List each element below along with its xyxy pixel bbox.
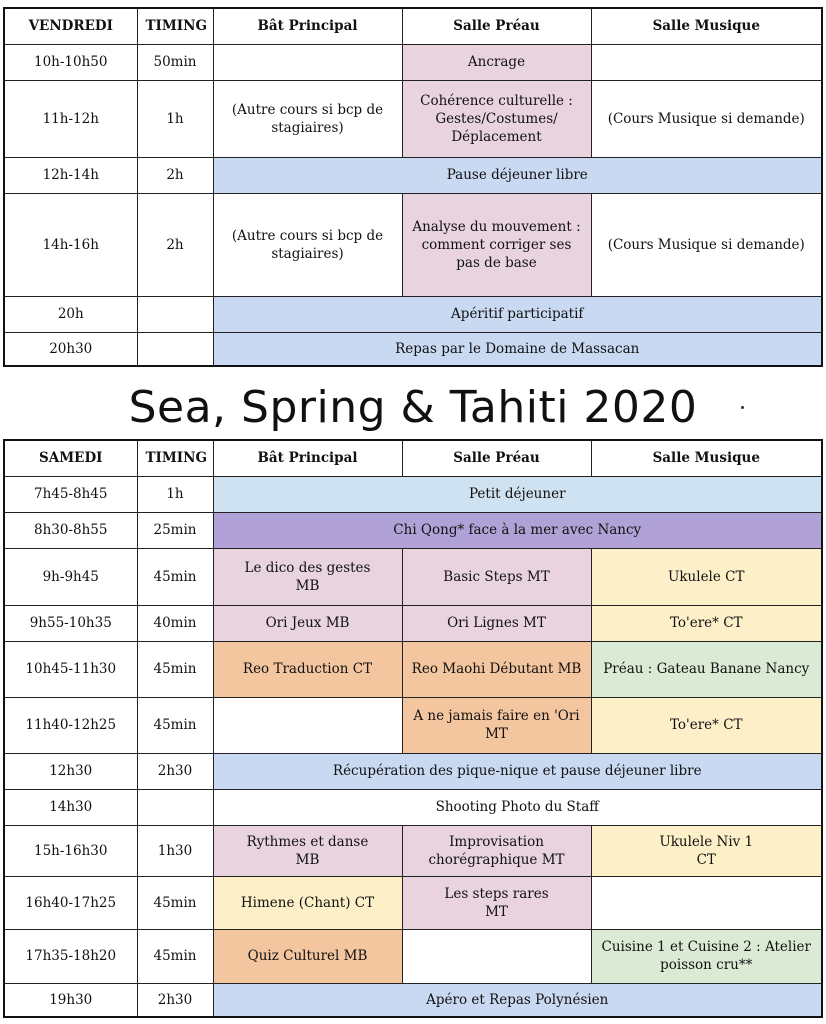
table-row — [4, 929, 822, 983]
table-row — [4, 789, 822, 825]
activity-cell: (Autre cours si bcp de stagiaires) — [213, 193, 402, 296]
saturday-schedule-table — [3, 439, 823, 1018]
activity-cell — [591, 44, 822, 80]
timing-cell — [137, 789, 213, 825]
time-cell: 14h30 — [4, 789, 137, 825]
activity-cell: To'ere* CT — [591, 605, 822, 641]
timing-cell: 2h30 — [137, 753, 213, 789]
activity-cell: Himene (Chant) CT — [213, 876, 402, 929]
table-row — [4, 697, 822, 753]
time-cell: 20h30 — [4, 332, 137, 366]
activity-cell: Ukulele Niv 1 CT — [591, 825, 822, 876]
time-cell: 20h — [4, 296, 137, 332]
time-cell: 11h40-12h25 — [4, 697, 137, 753]
friday-schedule-table — [3, 7, 823, 367]
time-cell: 14h-16h — [4, 193, 137, 296]
activity-cell: (Autre cours si bcp de stagiaires) — [213, 80, 402, 157]
activity-cell — [402, 929, 591, 983]
day-header: VENDREDI — [4, 8, 137, 44]
table-row — [4, 296, 822, 332]
time-cell: 9h55-10h35 — [4, 605, 137, 641]
activity-cell: Cuisine 1 et Cuisine 2 : Atelier poisson cru** — [591, 929, 822, 983]
stray-dot — [741, 406, 744, 409]
room-header-salle-musique: Salle Musique — [591, 8, 822, 44]
table-row — [4, 332, 822, 366]
room-header-bat-principal: Bât Principal — [213, 440, 402, 476]
activity-cell: Improvisation chorégraphique MT — [402, 825, 591, 876]
room-header-salle-preau: Salle Préau — [402, 440, 591, 476]
activity-cell: Ori Lignes MT — [402, 605, 591, 641]
timing-cell: 1h30 — [137, 825, 213, 876]
activity-cell: A ne jamais faire en 'Ori MT — [402, 697, 591, 753]
time-cell: 10h-10h50 — [4, 44, 137, 80]
activity-cell: Reo Traduction CT — [213, 641, 402, 697]
time-cell: 12h-14h — [4, 157, 137, 193]
timing-header: TIMING — [137, 440, 213, 476]
activity-cell: (Cours Musique si demande) — [591, 193, 822, 296]
table-row — [4, 476, 822, 512]
room-header-salle-preau: Salle Préau — [402, 8, 591, 44]
timing-cell: 25min — [137, 512, 213, 548]
activity-cell: Basic Steps MT — [402, 548, 591, 605]
timing-header: TIMING — [137, 8, 213, 44]
activity-cell: Le dico des gestes MB — [213, 548, 402, 605]
room-header-bat-principal: Bât Principal — [213, 8, 402, 44]
table-row — [4, 605, 822, 641]
time-cell: 7h45-8h45 — [4, 476, 137, 512]
room-header-salle-musique: Salle Musique — [591, 440, 822, 476]
table-row — [4, 753, 822, 789]
activity-cell: Quiz Culturel MB — [213, 929, 402, 983]
timing-cell: 1h — [137, 476, 213, 512]
activity-cell: Les steps rares MT — [402, 876, 591, 929]
activity-cell: Analyse du mouvement : comment corriger ses pas de base — [402, 193, 591, 296]
timing-cell: 2h30 — [137, 983, 213, 1017]
time-cell: 11h-12h — [4, 80, 137, 157]
table-row — [4, 512, 822, 548]
timing-cell: 2h — [137, 193, 213, 296]
spanning-activity-cell: Pause déjeuner libre — [213, 157, 822, 193]
activity-cell: Ukulele CT — [591, 548, 822, 605]
timing-cell: 45min — [137, 697, 213, 753]
table-row — [4, 641, 822, 697]
spanning-activity-cell: Shooting Photo du Staff — [213, 789, 822, 825]
table-row — [4, 548, 822, 605]
spanning-activity-cell: Récupération des pique-nique et pause déjeuner libre — [213, 753, 822, 789]
table-row — [4, 193, 822, 296]
table-row — [4, 80, 822, 157]
timing-cell: 1h — [137, 80, 213, 157]
activity-cell: Reo Maohi Débutant MB — [402, 641, 591, 697]
page-title: Sea, Spring & Tahiti 2020 — [128, 382, 698, 433]
table-row — [4, 44, 822, 80]
activity-cell: Préau : Gateau Banane Nancy — [591, 641, 822, 697]
time-cell: 17h35-18h20 — [4, 929, 137, 983]
time-cell: 9h-9h45 — [4, 548, 137, 605]
spanning-activity-cell: Chi Qong* face à la mer avec Nancy — [213, 512, 822, 548]
timing-cell: 45min — [137, 876, 213, 929]
activity-cell: Ancrage — [402, 44, 591, 80]
activity-cell — [591, 876, 822, 929]
timing-cell: 40min — [137, 605, 213, 641]
timing-cell: 50min — [137, 44, 213, 80]
time-cell: 10h45-11h30 — [4, 641, 137, 697]
activity-cell: Cohérence culturelle : Gestes/Costumes/ Déplacement — [402, 80, 591, 157]
spanning-activity-cell: Apéritif participatif — [213, 296, 822, 332]
table-row — [4, 876, 822, 929]
table-row — [4, 825, 822, 876]
spanning-activity-cell: Repas par le Domaine de Massacan — [213, 332, 822, 366]
timing-cell — [137, 332, 213, 366]
time-cell: 12h30 — [4, 753, 137, 789]
table-header-row — [4, 8, 822, 44]
timing-cell: 45min — [137, 548, 213, 605]
activity-cell: Ori Jeux MB — [213, 605, 402, 641]
time-cell: 15h-16h30 — [4, 825, 137, 876]
activity-cell — [213, 44, 402, 80]
activity-cell: (Cours Musique si demande) — [591, 80, 822, 157]
table-row — [4, 983, 822, 1017]
day-header: SAMEDI — [4, 440, 137, 476]
table-header-row — [4, 440, 822, 476]
time-cell: 16h40-17h25 — [4, 876, 137, 929]
activity-cell — [213, 697, 402, 753]
timing-cell: 45min — [137, 641, 213, 697]
time-cell: 19h30 — [4, 983, 137, 1017]
spanning-activity-cell: Apéro et Repas Polynésien — [213, 983, 822, 1017]
activity-cell: To'ere* CT — [591, 697, 822, 753]
activity-cell: Rythmes et danse MB — [213, 825, 402, 876]
timing-cell — [137, 296, 213, 332]
timing-cell: 45min — [137, 929, 213, 983]
timing-cell: 2h — [137, 157, 213, 193]
table-row — [4, 157, 822, 193]
spanning-activity-cell: Petit déjeuner — [213, 476, 822, 512]
time-cell: 8h30-8h55 — [4, 512, 137, 548]
